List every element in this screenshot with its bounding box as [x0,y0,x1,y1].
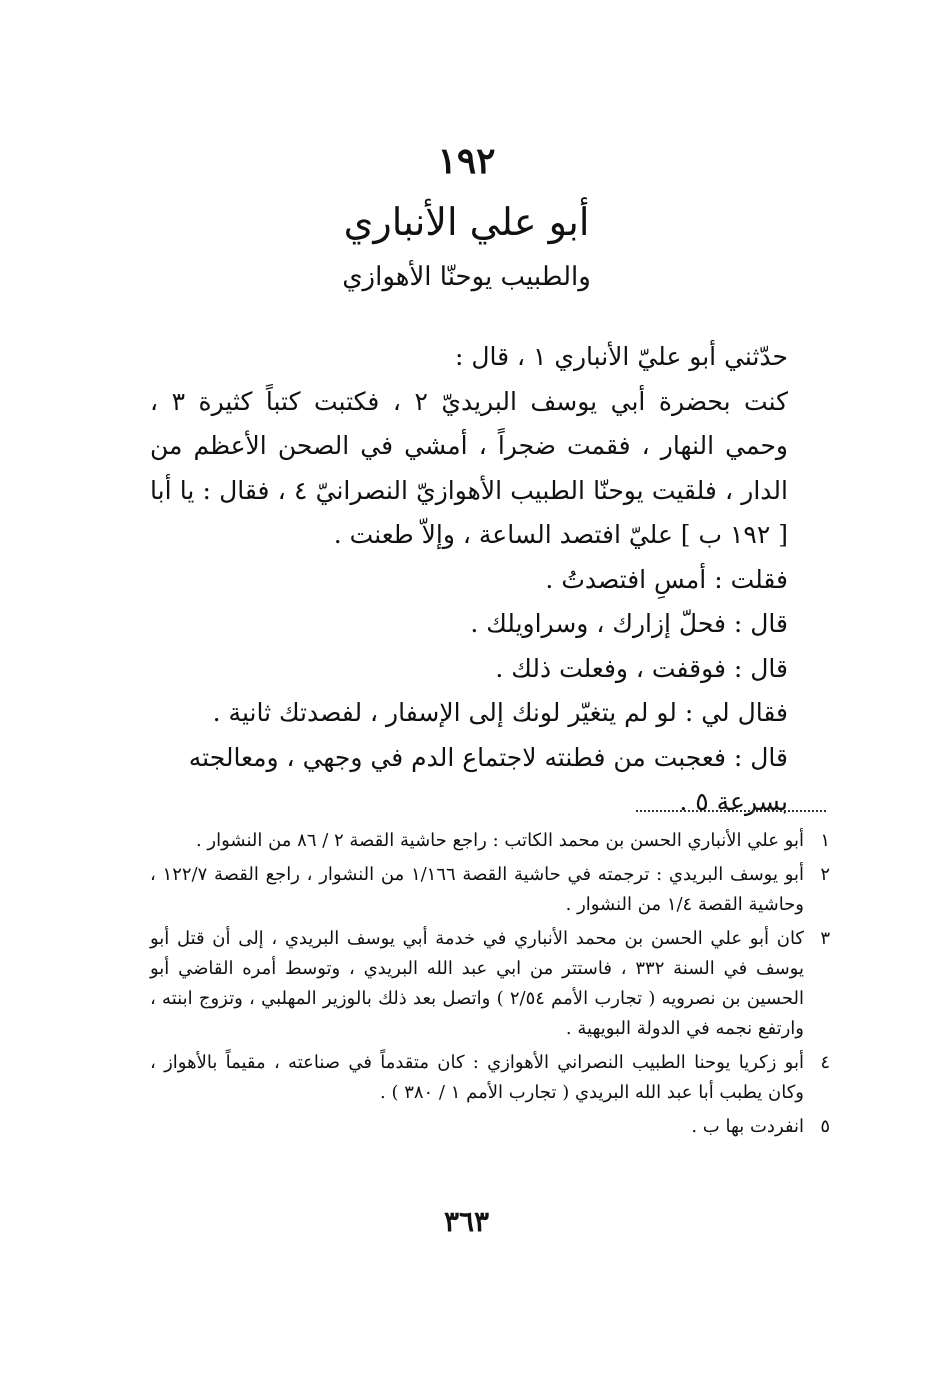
body-line: قال : فوقفت ، وفعلت ذلك . [495,653,788,683]
footnote-text: أبو يوسف البريدي : ترجمته في حاشية القصة ١/١٦٦ من النشوار ، راجع القصة ١٢٢/٧ ، وحاشية القصة ١/٤ من النشوار . [150,864,805,915]
footnote [150,1048,830,1108]
footnote-text: أبو زكريا يوحنا الطبيب النصراني الأهوازي : كان متقدماً في صناعته ، مقيماً بالأهواز ، وكان يطبب أبا عبد الله البريدي ( تجارب الأمم ١ / ٣٨٠ ) . [150,1052,804,1103]
story-subtitle: والطبيب يوحنّا الأهوازي [342,262,591,292]
footnote [150,924,830,1044]
story-body [150,335,830,825]
footnote-text: كان أبو علي الحسن بن محمد الأنباري في خدمة أبي يوسف البريدي ، إلى أن قتل أبو يوسف في السنة ٣٣٢ ، فاستتر من ابي عبد الله البريدي ، وتوسط أمره القاضي أبو الحسين بن نصرويه ( تجارب الأمم ٢/٥٤ ) واتصل بعد ذلك بالوزير المهلبي ، وتزوج ابنته ، وارتفع نجمه في الدولة البويهية . [150,928,805,1039]
body-line: قال : فحلّ إزارك ، وسراويلك . [470,609,788,638]
footnote-number: ١ [820,830,830,851]
footnote-text: أبو علي الأنباري الحسن بن محمد الكاتب : راجع حاشية القصة ٢ / ٨٦ من النشوار . [195,830,804,851]
footnote [150,826,830,856]
story-title: أبو علي الأنباري [343,200,590,244]
body-line: قال : فعجبت من فطنته لاجتماع الدم في وجهي ، ومعالجته بسرعة ٥ . [188,742,788,816]
footnote [150,1112,830,1142]
body-line: حدّثني أبو عليّ الأنباري ١ ، قال : [454,342,788,371]
footnote-number: ٢ [820,864,830,885]
footnote-number: ٤ [820,1052,830,1073]
footnote-text: انفردت بها ب . [691,1116,804,1137]
footnote-number: ٣ [820,928,830,949]
body-line: فقال لي : لو لم يتغيّر لونك إلى الإسفار ، لفصدتك ثانية . [212,698,788,727]
footnote-separator [636,810,826,812]
body-line: فقلت : أمسِ افتصدتُ . [545,564,788,594]
story-number: ١٩٢ [437,140,496,182]
footnote-number: ٥ [820,1116,830,1137]
page-number: ٣٦٣ [443,1205,490,1238]
footnote [150,860,830,920]
footnotes [150,826,830,1146]
body-paragraph: كنت بحضرة أبي يوسف البريديّ ٢ ، فكتبت كتباً كثيرة ٣ ، وحمي النهار ، فقمت ضجراً ، أمشي في الصحن الأعظم من الدار ، فلقيت يوحنّا الطبيب الأهوازيّ النصرانيّ ٤ ، فقال : يا أبا [ ١٩٢ ب ] عليّ افتصد الساعة ، وإلاّ طعنت . [150,386,789,549]
